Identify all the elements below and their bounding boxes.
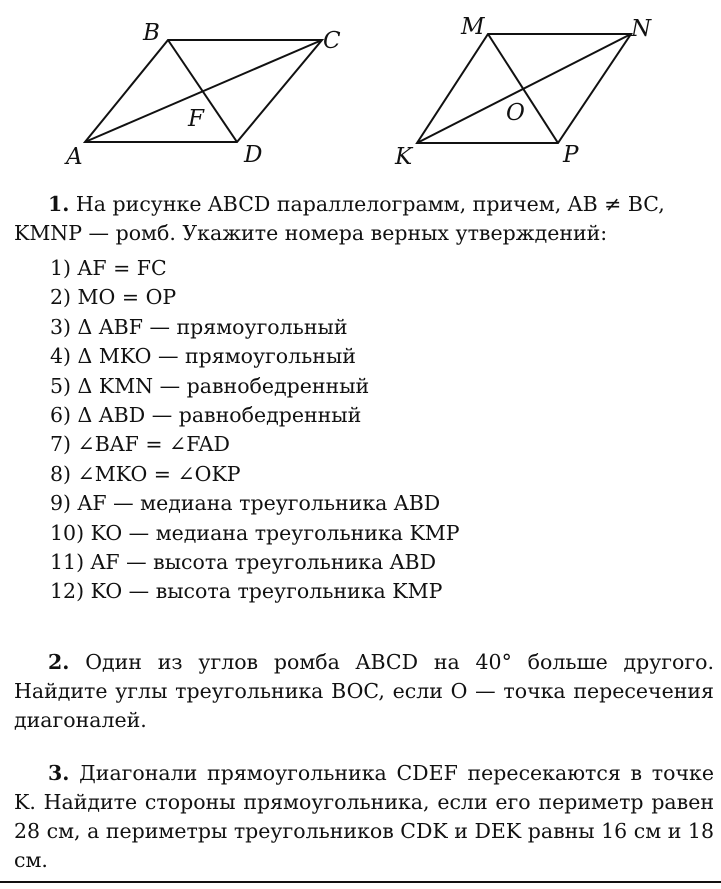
point-label-f: F xyxy=(188,106,204,132)
problem-2-number: 2. xyxy=(48,650,70,674)
problem-1-text-line-2: KMNP — ромб. Укажите номера верных утверждений: xyxy=(14,221,608,245)
statement-item: 9) AF — медиана треугольника ABD xyxy=(50,491,441,516)
rhombus-kmnp xyxy=(417,34,631,143)
statements-list xyxy=(50,254,460,607)
statement-item: 10) KO — медиана треугольника KMP xyxy=(50,520,460,545)
point-label-d: D xyxy=(244,142,263,168)
statement-item: 3) Δ ABF — прямоугольный xyxy=(50,314,348,339)
problem-1-line-1 xyxy=(14,190,714,219)
statement-item: 6) Δ ABD — равнобедренный xyxy=(50,403,362,428)
problem-1-number: 1. xyxy=(48,192,70,216)
problem-3-statement xyxy=(14,759,714,875)
point-label-n: N xyxy=(631,16,652,42)
statement-item: 5) Δ KMN — равнобедренный xyxy=(50,373,370,398)
statement-item: 8) ∠MKO = ∠OKP xyxy=(50,461,241,486)
statement-item: 7) ∠BAF = ∠FAD xyxy=(50,432,230,457)
point-label-m: M xyxy=(461,14,485,40)
statement-item: 11) AF — высота треугольника ABD xyxy=(50,550,437,575)
problem-3-number: 3. xyxy=(48,761,70,785)
geometry-figures xyxy=(0,0,721,180)
statement-item: 2) MO = OP xyxy=(50,285,177,310)
figures-area xyxy=(0,0,721,180)
problem-3-text: Диагонали прямоугольника CDEF пересекаются в точке K. Найдите стороны прямоугольника, если его периметр равен 28 см, а периметры треугольников CDK и DEK равны 16 см и 18 см. xyxy=(14,761,714,872)
point-label-b: B xyxy=(143,20,160,46)
problem-1-statement xyxy=(14,190,714,248)
statement-item: 1) AF = FC xyxy=(50,256,167,280)
diagonal-mp xyxy=(488,34,558,143)
point-label-a: A xyxy=(66,144,83,170)
problem-2-statement xyxy=(14,648,714,735)
point-label-p: P xyxy=(563,142,579,168)
problem-1-text-line-1: На рисунке ABCD параллелограмм, причем, AB ≠ BC, xyxy=(69,192,665,216)
point-label-o: O xyxy=(506,100,525,126)
point-label-k: K xyxy=(395,144,413,170)
problem-2-text: Один из углов ромба ABCD на 40° больше другого. Найдите углы треугольника BOC, если O — точка пересечения диагоналей. xyxy=(14,650,714,732)
bottom-rule xyxy=(0,881,721,883)
point-label-c: C xyxy=(323,28,341,54)
statement-item: 4) Δ MKO — прямоугольный xyxy=(50,344,356,369)
statement-item: 12) KO — высота треугольника KMP xyxy=(50,579,443,604)
